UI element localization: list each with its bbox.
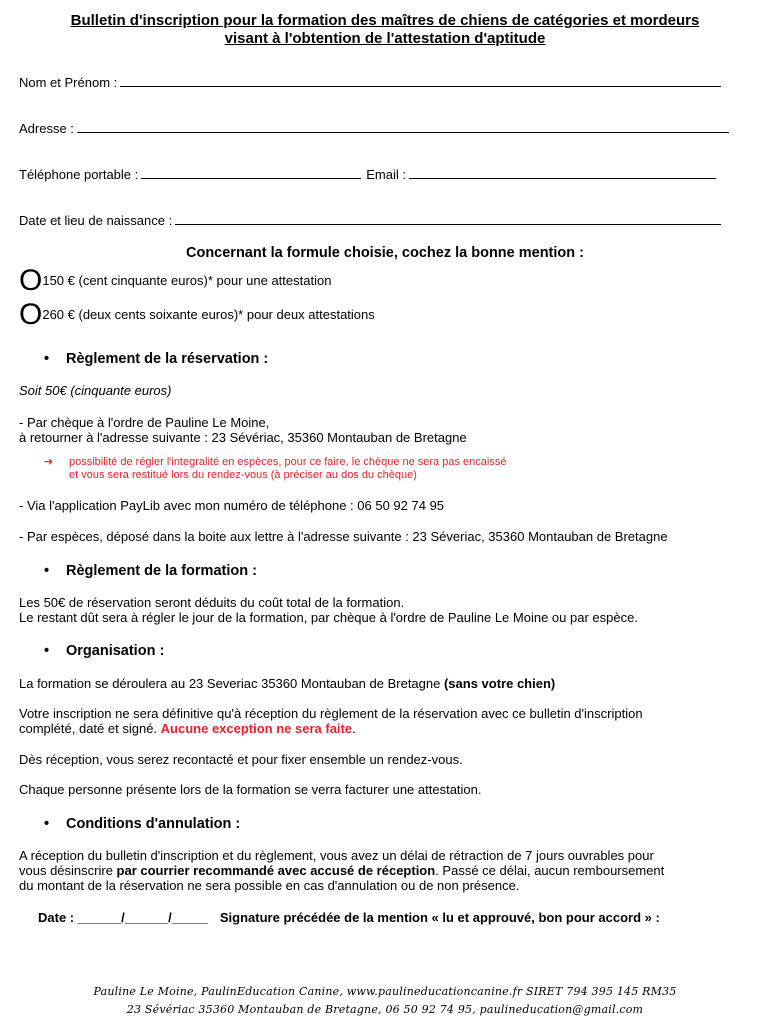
reservation-amount: Soit 50€ (cinquante euros) <box>19 383 172 398</box>
training-payment-line2: Le restant dût sera à régler le jour de la formation, par chèque à l'ordre de Pauline Le Moine ou par espèce. <box>19 610 638 625</box>
option-150-label: 150 € (cent cinquante euros)* pour une attestation <box>42 273 332 288</box>
document-title-line2: visant à l'obtention de l'attestation d'aptitude <box>224 30 546 47</box>
paylib-line: - Via l'application PayLib avec mon numéro de téléphone : 06 50 92 74 95 <box>19 498 445 513</box>
email-label: Email : <box>366 167 406 182</box>
bullet: • <box>44 816 50 832</box>
formula-heading: Concernant la formule choisie, cochez la bonne mention : <box>185 245 584 261</box>
phone-label: Téléphone portable : <box>19 167 139 182</box>
definitive-line2 <box>19 721 356 736</box>
contact-line: Dès réception, vous serez recontacté et pour fixer ensemble un rendez-vous. <box>19 752 463 767</box>
reservation-heading-text: Règlement de la réservation : <box>66 351 269 367</box>
address-line[interactable] <box>77 120 729 133</box>
cancellation-line1: A réception du bulletin d'inscription et du règlement, vous avez un délai de rétraction de 7 jours ouvrables pour <box>19 848 654 863</box>
bullet: • <box>44 643 50 659</box>
email-line[interactable] <box>409 166 716 179</box>
birth-line[interactable] <box>175 212 721 225</box>
phone-line[interactable] <box>141 166 361 179</box>
reservation-heading <box>44 351 268 367</box>
footer-line1: Pauline Le Moine, PaulinEducation Canine, www.paulineducationcanine.fr SIRET 794 395 145 RM35 <box>93 985 677 998</box>
bullet: • <box>44 351 50 367</box>
phone-email-field[interactable] <box>19 166 716 183</box>
option-260-label: 260 € (deux cents soixante euros)* pour deux attestations <box>42 307 375 322</box>
cancellation-heading <box>44 816 240 832</box>
cancellation-line2 <box>19 863 664 878</box>
option-260-checkbox[interactable]: O <box>19 298 43 331</box>
organisation-location <box>19 676 555 691</box>
cancellation-line3: du montant de la réservation ne sera possible en cas d'annulation ou de non présence. <box>19 878 520 893</box>
signature-row[interactable] <box>38 910 660 925</box>
option-150[interactable] <box>19 266 331 296</box>
cancellation-line2-start: vous désinscrire <box>19 863 117 878</box>
address-label: Adresse : <box>19 121 74 136</box>
organisation-heading <box>44 643 164 659</box>
training-payment-line1: Les 50€ de réservation seront déduits du coût total de la formation. <box>19 595 405 610</box>
location-bold: (sans votre chien) <box>443 676 556 691</box>
registered-mail-bold: par courrier recommandé avec accusé de réception <box>116 863 436 878</box>
definitive-end: . <box>352 721 356 736</box>
cash-line: - Par espèces, déposé dans la boite aux lettre à l'adresse suivante : 23 Séveriac, 35360 Montauban de Bretagne <box>19 529 668 544</box>
cash-note <box>44 456 506 469</box>
note-line1: possibilité de régler l'integralité en espèces, pour ce faire, le chèque ne sera pas encaissé <box>69 456 507 468</box>
date-field[interactable]: Date : ______/______/_____ <box>38 910 208 925</box>
organisation-heading-text: Organisation : <box>66 643 165 659</box>
address-field[interactable] <box>19 120 729 137</box>
signature-label: Signature précédée de la mention « lu et approuvé, bon pour accord » : <box>219 910 660 925</box>
name-line[interactable] <box>120 74 721 87</box>
cheque-line1: - Par chèque à l'ordre de Pauline Le Moine, <box>19 415 270 430</box>
definitive-text: complété, daté et signé. <box>19 721 161 736</box>
training-payment-heading <box>44 563 257 579</box>
name-label: Nom et Prénom : <box>19 75 118 90</box>
note-line2: et vous sera restitué lors du rendez-vous (à préciser au dos du chèque) <box>69 469 417 481</box>
no-exception-warning: Aucune exception ne sera faite <box>160 721 353 736</box>
option-150-checkbox[interactable]: O <box>19 264 43 297</box>
document-title-line1: Bulletin d'inscription pour la formation des maîtres de chiens de catégories et mordeurs <box>70 12 700 29</box>
bullet: • <box>44 563 50 579</box>
cheque-line2: à retourner à l'adresse suivante : 23 Sévériac, 35360 Montauban de Bretagne <box>19 430 467 445</box>
training-payment-heading-text: Règlement de la formation : <box>66 563 257 579</box>
arrow-right-icon: ➔ <box>44 456 54 468</box>
footer-line2: 23 Sévériac 35360 Montauban de Bretagne, 06 50 92 74 95, paulineducation@gmail.com <box>126 1003 644 1016</box>
cancellation-heading-text: Conditions d'annulation : <box>66 816 241 832</box>
birth-field[interactable] <box>19 212 721 229</box>
name-field[interactable] <box>19 74 721 91</box>
invoice-line: Chaque personne présente lors de la formation se verra facturer une attestation. <box>19 782 482 797</box>
cancellation-line2-end: . Passé ce délai, aucun remboursement <box>435 863 665 878</box>
birth-label: Date et lieu de naissance : <box>19 213 173 228</box>
location-text: La formation se déroulera au 23 Severiac 35360 Montauban de Bretagne <box>19 676 444 691</box>
option-260[interactable] <box>19 300 375 330</box>
definitive-line1: Votre inscription ne sera définitive qu'à réception du règlement de la réservation avec ce bulletin d'inscription <box>19 706 643 721</box>
